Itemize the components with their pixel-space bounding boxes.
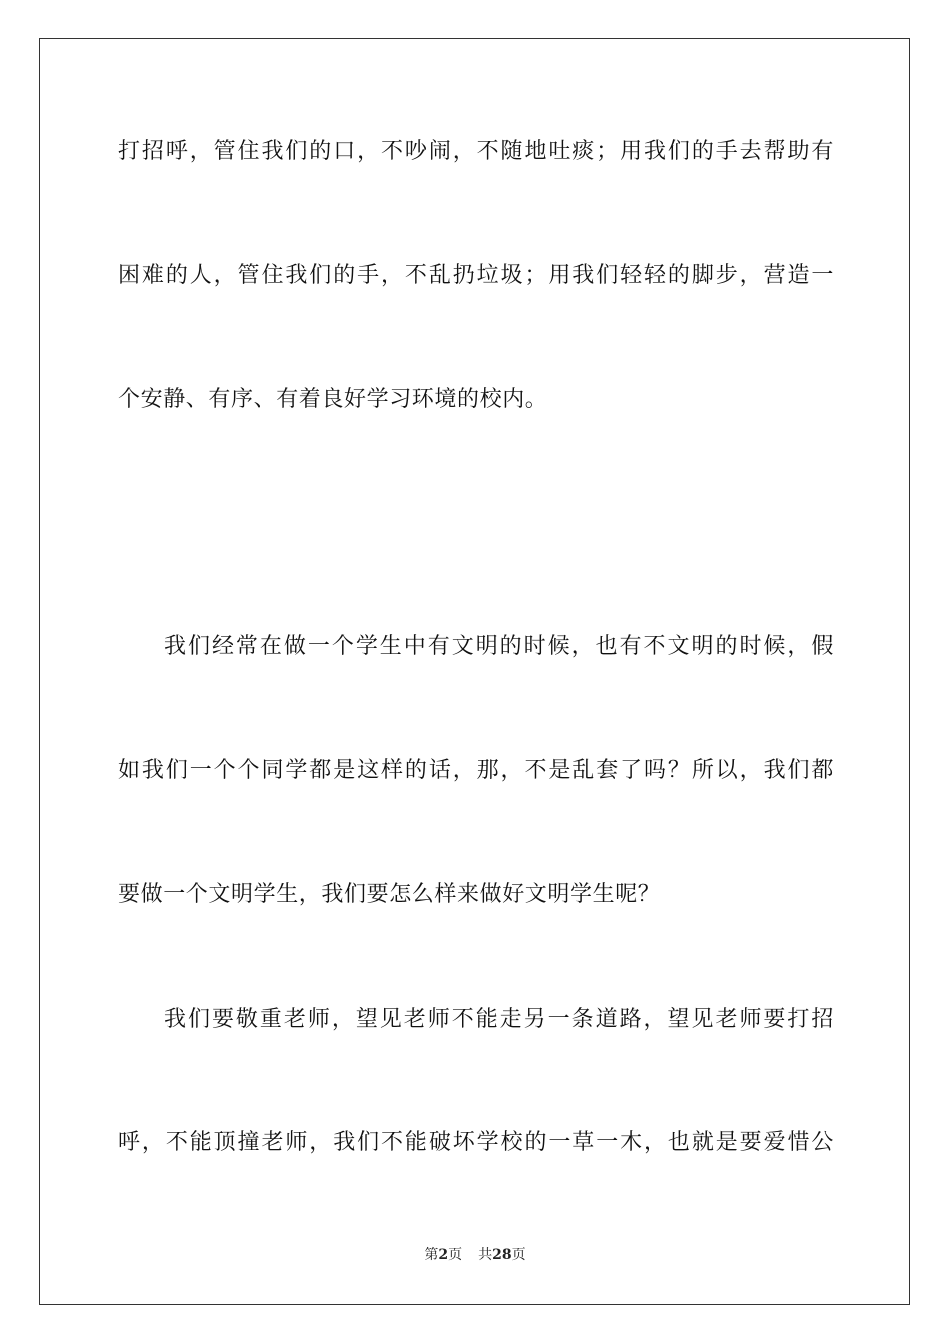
body-text-line: 呼，不能顶撞老师，我们不能破坏学校的一草一木，也就是要爱惜公 bbox=[118, 1130, 834, 1155]
body-text-line: 我们要敬重老师，望见老师不能走另一条道路，望见老师要打招 bbox=[164, 1007, 834, 1032]
page-border bbox=[39, 38, 910, 1305]
body-text-line: 我们经常在做一个学生中有文明的时候，也有不文明的时候，假 bbox=[164, 634, 834, 659]
body-text-line: 困难的人，管住我们的手，不乱扔垃圾；用我们轻轻的脚步，营造一 bbox=[118, 263, 834, 288]
page-number: 2 bbox=[438, 1247, 449, 1263]
total-suffix: 页 bbox=[511, 1247, 526, 1263]
total-pages: 28 bbox=[492, 1247, 512, 1263]
body-text-line: 打招呼，管住我们的口，不吵闹，不随地吐痰；用我们的手去帮助有 bbox=[118, 139, 834, 164]
page-suffix: 页 bbox=[448, 1247, 463, 1263]
body-text-line: 要做一个文明学生，我们要怎么样来做好文明学生呢？ bbox=[118, 882, 661, 907]
body-text-line: 如我们一个个同学都是这样的话，那，不是乱套了吗？所以，我们都 bbox=[118, 758, 834, 783]
total-prefix: 共 bbox=[478, 1247, 493, 1263]
page-prefix: 第 bbox=[424, 1247, 439, 1263]
page-footer bbox=[0, 1246, 950, 1264]
body-text-line: 个安静、有序、有着良好学习环境的校内。 bbox=[118, 387, 548, 412]
